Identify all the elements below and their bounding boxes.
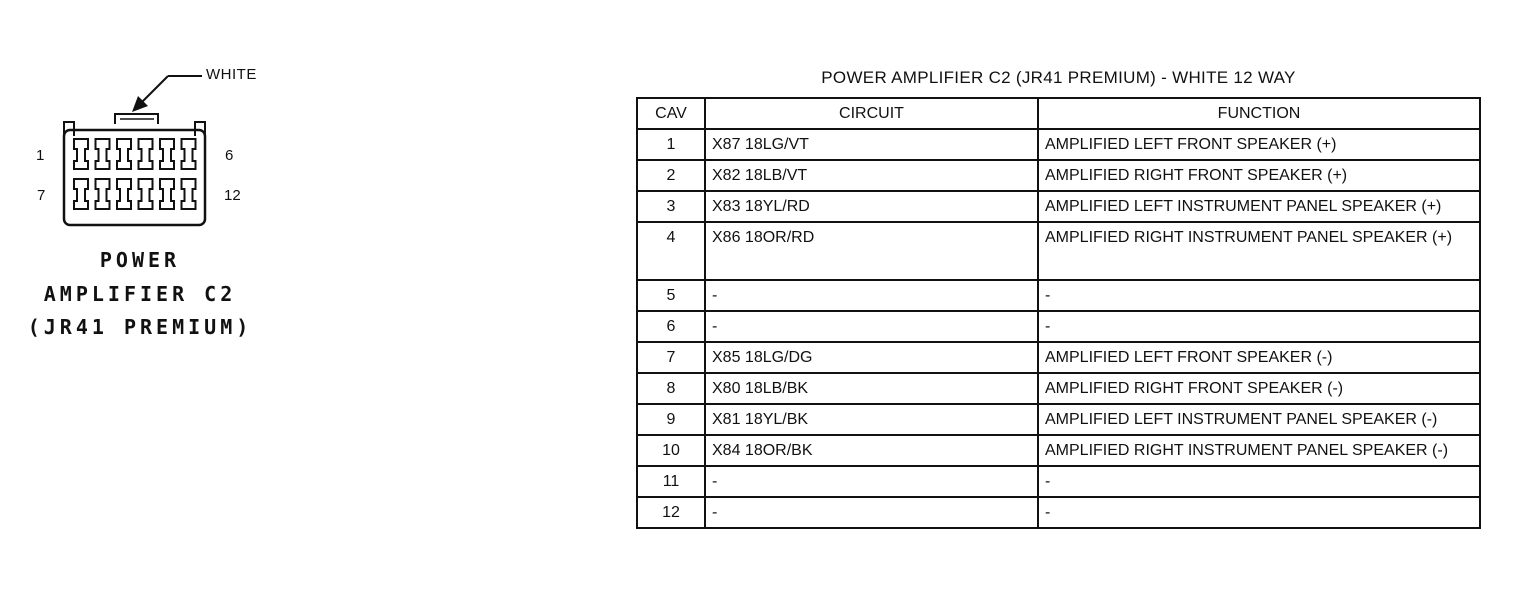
cell-function: AMPLIFIED RIGHT INSTRUMENT PANEL SPEAKER (-) [1038, 435, 1480, 466]
cell-cav: 8 [637, 373, 705, 404]
cell-cav: 3 [637, 191, 705, 222]
cell-function: - [1038, 280, 1480, 311]
cell-function: AMPLIFIED LEFT INSTRUMENT PANEL SPEAKER (+) [1038, 191, 1480, 222]
cell-cav: 12 [637, 497, 705, 528]
cell-function: AMPLIFIED LEFT INSTRUMENT PANEL SPEAKER (-) [1038, 404, 1480, 435]
cell-cav: 11 [637, 466, 705, 497]
connector-cavities [74, 139, 196, 209]
header-circuit: CIRCUIT [705, 98, 1038, 129]
cavity-6 [182, 139, 196, 169]
pin-label-1: 1 [36, 147, 45, 164]
cavity-4 [139, 139, 153, 169]
cavity-9 [117, 179, 131, 209]
table-body [637, 129, 1480, 528]
header-cav: CAV [637, 98, 705, 129]
cell-function: AMPLIFIED RIGHT FRONT SPEAKER (-) [1038, 373, 1480, 404]
cell-circuit: - [705, 497, 1038, 528]
connector-title-line-2: AMPLIFIER C2 [43, 282, 237, 306]
cell-circuit: X86 18OR/RD [705, 222, 1038, 280]
cell-circuit: X87 18LG/VT [705, 129, 1038, 160]
cell-cav: 4 [637, 222, 705, 280]
cell-function: AMPLIFIED LEFT FRONT SPEAKER (-) [1038, 342, 1480, 373]
table-row [637, 129, 1480, 160]
cavity-5 [160, 139, 174, 169]
pin-label-12: 12 [224, 187, 241, 204]
table-row [637, 191, 1480, 222]
cell-circuit: - [705, 311, 1038, 342]
callout-label: WHITE [206, 66, 257, 83]
table-row [637, 342, 1480, 373]
pin-label-7: 7 [37, 187, 46, 204]
cell-cav: 6 [637, 311, 705, 342]
table-row [637, 373, 1480, 404]
cavity-2 [96, 139, 110, 169]
connector-title-line-3: (JR41 PREMIUM) [27, 315, 253, 339]
table-row [637, 160, 1480, 191]
table-row [637, 466, 1480, 497]
cavity-3 [117, 139, 131, 169]
cavity-11 [160, 179, 174, 209]
cell-circuit: X82 18LB/VT [705, 160, 1038, 191]
pinout-table [636, 97, 1481, 529]
table-row [637, 497, 1480, 528]
cell-circuit: X81 18YL/BK [705, 404, 1038, 435]
table-header-row [637, 98, 1480, 129]
cavity-1 [74, 139, 88, 169]
cell-cav: 5 [637, 280, 705, 311]
cell-cav: 9 [637, 404, 705, 435]
table-row [637, 222, 1480, 280]
cell-function: AMPLIFIED RIGHT FRONT SPEAKER (+) [1038, 160, 1480, 191]
pin-label-6: 6 [225, 147, 234, 164]
cell-cav: 7 [637, 342, 705, 373]
cell-circuit: X85 18LG/DG [705, 342, 1038, 373]
cell-cav: 2 [637, 160, 705, 191]
cell-function: - [1038, 466, 1480, 497]
cavity-12 [182, 179, 196, 209]
connector-drawing [0, 0, 300, 360]
connector-title-line-1: POWER [99, 248, 181, 272]
table-row [637, 404, 1480, 435]
cell-function: AMPLIFIED LEFT FRONT SPEAKER (+) [1038, 129, 1480, 160]
cell-function: AMPLIFIED RIGHT INSTRUMENT PANEL SPEAKER (+) [1038, 222, 1480, 280]
cell-cav: 10 [637, 435, 705, 466]
cavity-7 [74, 179, 88, 209]
cell-circuit: - [705, 466, 1038, 497]
table-row [637, 435, 1480, 466]
table-row [637, 311, 1480, 342]
cavity-10 [139, 179, 153, 209]
cell-cav: 1 [637, 129, 705, 160]
callout-arrow-line [140, 76, 168, 104]
cavity-8 [96, 179, 110, 209]
table-row [637, 280, 1480, 311]
cell-circuit: X80 18LB/BK [705, 373, 1038, 404]
cell-circuit: - [705, 280, 1038, 311]
cell-circuit: X84 18OR/BK [705, 435, 1038, 466]
connector-body [64, 130, 205, 225]
cell-function: - [1038, 311, 1480, 342]
header-function: FUNCTION [1038, 98, 1480, 129]
cell-function: - [1038, 497, 1480, 528]
table-title: POWER AMPLIFIER C2 (JR41 PREMIUM) - WHITE 12 WAY [821, 68, 1296, 87]
cell-circuit: X83 18YL/RD [705, 191, 1038, 222]
